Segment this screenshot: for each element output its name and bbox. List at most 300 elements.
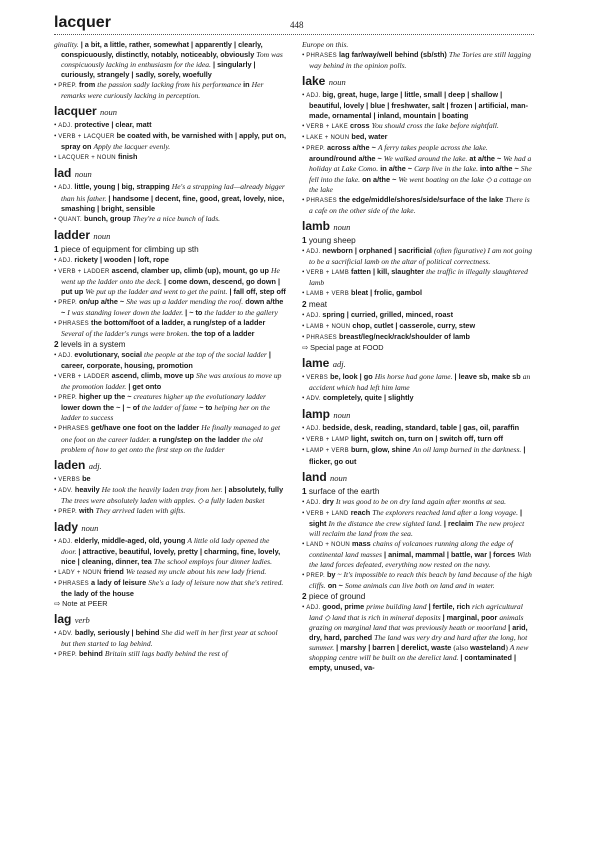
part-of-speech: verb xyxy=(74,615,90,626)
example: We walked around the lake. xyxy=(383,154,468,164)
headword-lacquer xyxy=(54,104,286,120)
bullet: • xyxy=(302,394,307,403)
sense-number: 2 xyxy=(54,340,59,350)
entry-paragraph xyxy=(54,131,286,152)
sense-number: 1 xyxy=(54,244,59,254)
collocation: down a/the ~ xyxy=(61,296,284,317)
bullet: • xyxy=(302,133,307,142)
bullet: • xyxy=(302,51,307,60)
collocation: get/have one foot on the ladder xyxy=(88,423,202,433)
entry-paragraph xyxy=(54,255,286,266)
grammar-label: LAKE + NOUN xyxy=(306,135,350,142)
bullet: • xyxy=(54,629,59,638)
headword-land xyxy=(302,470,534,486)
sense-number: 1 xyxy=(302,235,307,245)
entry-paragraph xyxy=(302,445,534,466)
entry-paragraph xyxy=(54,297,286,318)
example: We had a holiday at Lake Como. xyxy=(309,154,532,174)
sense-text: surface of the earth xyxy=(306,486,380,496)
collocation: spring | curried, grilled, minced, roast xyxy=(320,310,454,320)
grammar-label: VERB + LAMP xyxy=(306,437,350,444)
collocation: completely, quite | slightly xyxy=(320,393,414,403)
example: It's impossible to reach this beach by land because of the high cliffs. xyxy=(309,569,532,590)
bullet: • xyxy=(302,446,307,455)
collocation: | arid, dry, hard, parched xyxy=(309,623,528,643)
collocation: bleat | frolic, gambol xyxy=(349,287,423,297)
grammar-label: PREP. xyxy=(58,508,77,515)
bullet: • xyxy=(54,536,59,545)
example: The land was very dry and hard after the long, hot summer. xyxy=(309,633,528,653)
cross-reference: ⇨ Note at PEER xyxy=(54,599,108,609)
headword-ladder xyxy=(54,228,286,244)
part-of-speech: noun xyxy=(100,107,118,118)
collocation: badly, seriously | behind xyxy=(72,628,162,638)
bullet: • xyxy=(54,567,59,576)
entry-paragraph xyxy=(302,50,534,71)
bullet: • xyxy=(54,297,59,306)
collocation: the edge/middle/shores/side/surface of the lake xyxy=(336,194,506,204)
part-of-speech: adj. xyxy=(88,460,102,471)
example: He's a strapping lad—already bigger than his father. xyxy=(61,182,285,203)
headword-text: lake xyxy=(302,74,326,89)
collocation: | singularly | curiously, strangely | sadly, sorely, woefully xyxy=(61,60,256,80)
sense-text: piece of ground xyxy=(306,592,366,602)
collocation: on/up a/the ~ xyxy=(76,296,127,306)
example: He took the heavily laden tray from her. xyxy=(101,484,223,494)
example: We went boating on the lake ◇ a cottage on the lake xyxy=(309,174,532,194)
entry-paragraph xyxy=(54,649,286,660)
example: the people at the top of the social ladder xyxy=(144,350,267,360)
bullet: • xyxy=(302,539,307,548)
grammar-label: ADJ. xyxy=(58,257,73,264)
bullet: • xyxy=(302,195,307,204)
collocation: behind xyxy=(76,649,105,659)
collocation: evolutionary, social xyxy=(72,350,145,360)
bullet: • xyxy=(302,435,307,444)
collocation: friend xyxy=(101,566,126,576)
headword-text: lag xyxy=(54,612,72,627)
collocation: in xyxy=(243,80,252,90)
collocation: dry xyxy=(320,496,336,506)
example: The Tories are still lagging way behind in the opinion polls. xyxy=(309,50,532,71)
bullet: • xyxy=(302,122,307,131)
grammar-label: PHRASES xyxy=(58,426,89,433)
collocation: mass xyxy=(350,538,373,548)
collocation: | absolutely, fully xyxy=(222,484,284,494)
entry-paragraph xyxy=(54,506,286,517)
example: an accident which had left him lame xyxy=(309,372,531,393)
entry-paragraph xyxy=(302,332,534,343)
entry-paragraph xyxy=(302,508,534,539)
entry-paragraph xyxy=(54,214,286,225)
headword-text: laden xyxy=(54,457,86,472)
part-of-speech: noun xyxy=(333,221,351,232)
collocation: | sight xyxy=(309,507,523,528)
bullet: • xyxy=(54,424,59,433)
example: helping her on the ladder to success xyxy=(61,403,270,423)
grammar-label: VERB + LAND xyxy=(306,510,349,517)
collocation: reach xyxy=(348,507,373,517)
example: chains of volcanoes running along the edge of continental land masses xyxy=(309,538,513,559)
grammar-label: ADJ. xyxy=(58,185,73,192)
sense-text: meat xyxy=(306,299,328,309)
entry-paragraph xyxy=(54,578,286,599)
sense-heading xyxy=(54,340,286,350)
collocation: on a/the ~ xyxy=(360,174,399,184)
headword-lamb xyxy=(302,219,534,235)
collocation: bedside, desk, reading, standard, table | gas, oil, paraffin xyxy=(320,423,520,433)
example: We teased my uncle about his new lady friend. xyxy=(125,566,267,576)
bullet: • xyxy=(302,508,307,517)
collocation: across a/the ~ xyxy=(324,143,378,153)
grammar-label: PHRASES xyxy=(306,53,337,60)
example: In the distance the crew sighted land. xyxy=(328,518,442,528)
collocation: wasteland xyxy=(470,643,506,653)
example: I was standing lower down the ladder. xyxy=(67,307,184,317)
headword-lad xyxy=(54,166,286,182)
example: A new shopping centre will be built on the derelict land. xyxy=(309,643,529,663)
collocation: breast/leg/neck/rack/shoulder of lamb xyxy=(336,332,470,342)
collocation: light, switch on, turn on | switch off, turn off xyxy=(349,434,504,444)
collocation: in a/the ~ xyxy=(378,164,415,174)
collocation: | career, corporate, housing, promotion xyxy=(61,350,271,371)
example: prime building land xyxy=(366,602,427,612)
bullet: • xyxy=(54,393,59,402)
example: She was anxious to move up the promotion ladder. xyxy=(61,371,282,392)
bullet: • xyxy=(302,144,307,153)
collocation: ascend, clamber up, climb (up), mount, go up xyxy=(109,265,271,275)
collocation: heavily xyxy=(72,484,102,494)
part-of-speech: noun xyxy=(328,77,346,88)
entry-paragraph xyxy=(54,40,286,80)
part-of-speech: noun xyxy=(74,169,92,180)
grammar-label: VERBS xyxy=(306,375,329,382)
entry-paragraph xyxy=(302,570,534,591)
collocation: a rung/step on the ladder xyxy=(150,434,242,444)
sense-text: piece of equipment for climbing up sth xyxy=(58,244,199,254)
sense-heading xyxy=(302,300,534,310)
headword-text: lad xyxy=(54,166,72,181)
bullet: • xyxy=(54,351,59,360)
entry-paragraph xyxy=(302,40,534,50)
entry-paragraph xyxy=(302,132,534,143)
collocation: be coated with, be varnished with | apply, put on, spray on xyxy=(61,131,286,152)
entry-paragraph xyxy=(302,602,534,673)
grammar-label: PHRASES xyxy=(306,197,337,204)
collocation: newborn | orphaned | sacrificial xyxy=(320,245,434,255)
example: (often figurative) I am not going to be a sacrificial lamb on the altar of political correctness. xyxy=(309,245,533,266)
sense-text: levels in a system xyxy=(58,340,126,350)
example: the ladder to the gallery xyxy=(204,307,278,317)
bullet: • xyxy=(54,255,59,264)
headword-lady xyxy=(54,520,286,536)
example: rich agricultural land ◇ land that is rich in mineral deposits xyxy=(309,602,523,623)
collocation: elderly, middle-aged, old, young xyxy=(72,535,188,545)
bullet: • xyxy=(302,373,307,382)
collocation: rickety | wooden | loft, rope xyxy=(72,254,169,264)
entry-paragraph xyxy=(54,423,286,454)
example: The school employs four dinner ladies. xyxy=(153,556,272,566)
example: the traffic in illegally slaughtered lamb xyxy=(309,266,528,287)
part-of-speech: noun xyxy=(333,410,351,421)
grammar-label: ADJ. xyxy=(306,93,321,100)
entry-paragraph xyxy=(302,423,534,434)
grammar-label: PREP. xyxy=(58,299,77,306)
example: The new project will reclaim the land from the sea. xyxy=(309,518,525,538)
example: The trees were absolutely laden with apples. ◇ a fully laden basket xyxy=(61,495,265,505)
bullet: • xyxy=(302,424,307,433)
collocation: fatten | kill, slaughter xyxy=(349,266,427,276)
collocation: cross xyxy=(348,121,372,131)
grammar-label: PHRASES xyxy=(306,335,337,342)
entry-paragraph xyxy=(54,567,286,578)
collocation: higher up the ~ xyxy=(76,392,134,402)
bullet: • xyxy=(54,121,59,130)
collocation: around/round a/the ~ xyxy=(309,154,384,164)
example: He went up the ladder onto the deck. xyxy=(61,265,280,286)
entry-paragraph xyxy=(54,536,286,567)
entry-paragraph xyxy=(302,393,534,404)
entry-paragraph xyxy=(54,392,286,423)
bullet: • xyxy=(54,266,59,275)
grammar-label: LAMB + VERB xyxy=(306,290,350,297)
grammar-label: ADV. xyxy=(306,396,321,403)
bullet: • xyxy=(302,570,307,579)
collocation: the bottom/foot of a ladder, a rung/step of a ladder xyxy=(88,317,266,327)
example: They're a nice bunch of lads. xyxy=(132,213,221,223)
example: We put up the ladder and went to get the paint. xyxy=(85,286,228,296)
collocation: ascend, climb, move up xyxy=(109,371,196,381)
example: There is a cafe on the other side of the lake. xyxy=(309,194,530,215)
entry-paragraph xyxy=(302,143,534,194)
example: Europe on this. xyxy=(302,40,349,49)
right-column xyxy=(302,40,534,840)
headword-text: ladder xyxy=(54,227,91,242)
page-number: 448 xyxy=(290,20,304,30)
entry-paragraph xyxy=(54,599,286,609)
entry-paragraph xyxy=(302,90,534,121)
headword-lake xyxy=(302,74,534,90)
grammar-label: ADJ. xyxy=(306,499,321,506)
part-of-speech: adj. xyxy=(332,359,346,370)
example: He finally managed to get one foot on the career ladder. xyxy=(61,423,281,444)
bullet: • xyxy=(54,153,59,162)
example: Her remarks were curiously lacking in perception. xyxy=(61,80,264,101)
collocation: bunch, group xyxy=(82,213,133,223)
bullet: • xyxy=(302,603,307,612)
collocation: bed, water xyxy=(349,132,388,142)
collocation: from xyxy=(76,80,98,90)
collocation: | ~ to xyxy=(183,307,205,317)
sense-heading xyxy=(302,487,534,497)
part-of-speech: noun xyxy=(330,472,348,483)
part-of-speech: noun xyxy=(81,522,99,533)
collocation: finish xyxy=(115,152,138,162)
example: Tom was conspicuously lacking in enthusiasm for the idea. xyxy=(61,50,283,70)
entry-paragraph xyxy=(302,195,534,216)
example: Several of the ladder's rungs were broken. xyxy=(61,329,190,339)
grammar-label: QUANT. xyxy=(58,216,83,223)
entry-paragraph xyxy=(54,474,286,485)
grammar-label: ADJ. xyxy=(58,123,73,130)
entry-paragraph xyxy=(54,266,286,297)
collocation: burn, glow, shine xyxy=(348,445,413,455)
example: She's a lady of leisure now that she's retired. xyxy=(148,577,284,587)
collocation: | a bit, a little, rather, somewhat | apparently | clearly, conspicuously, distinctly, notably, noticeably, obviously xyxy=(61,40,263,60)
grammar-label: PHRASES xyxy=(58,580,89,587)
collocation: with xyxy=(76,505,96,515)
example: An oil lamp burned in the darkness. xyxy=(412,445,522,455)
grammar-label: ADJ. xyxy=(306,313,321,320)
entry-paragraph xyxy=(302,121,534,132)
entry-paragraph xyxy=(54,628,286,649)
collocation: | handsome | decent, fine, good, great, lovely, nice, smashing | bright, sensible xyxy=(61,193,285,213)
grammar-label: LACQUER + NOUN xyxy=(58,155,116,162)
entry-paragraph xyxy=(302,310,534,321)
grammar-label: VERB + LAKE xyxy=(306,124,349,131)
entry-paragraph xyxy=(302,288,534,299)
headword-text: land xyxy=(302,469,327,484)
example: A little old lady opened the door. xyxy=(61,535,270,556)
example: Britain still lags badly behind the rest of xyxy=(104,649,228,659)
entry-paragraph xyxy=(302,434,534,445)
grammar-label: ADV. xyxy=(58,487,73,494)
entry-paragraph xyxy=(302,372,534,393)
plain-text: ~ xyxy=(337,569,344,579)
sense-number: 2 xyxy=(302,592,307,602)
collocation: | fall off, step off xyxy=(227,286,286,296)
sense-number: 2 xyxy=(302,299,307,309)
collocation: | come down, descend, go down | put up xyxy=(61,276,281,296)
example: Some animals can live both on land and in water. xyxy=(344,580,495,590)
entry-paragraph xyxy=(54,182,286,213)
bullet: • xyxy=(302,267,307,276)
entry-paragraph xyxy=(54,371,286,392)
part-of-speech: noun xyxy=(93,230,111,241)
grammar-label: ADJ. xyxy=(306,426,321,433)
example: the passion sadly lacking from his performance xyxy=(97,80,242,90)
entry-paragraph xyxy=(54,485,286,506)
collocation: good, prime xyxy=(320,602,367,612)
grammar-label: VERB + LADDER xyxy=(58,374,110,381)
headword-text: lady xyxy=(54,519,79,534)
headword-text: lamb xyxy=(302,218,331,233)
collocation: ~ to xyxy=(197,403,215,413)
sense-heading xyxy=(54,245,286,255)
grammar-label: LAMP + VERB xyxy=(306,448,349,455)
bullet: • xyxy=(302,246,307,255)
example: They arrived laden with gifts. xyxy=(95,505,186,515)
bullet: • xyxy=(54,132,59,141)
collocation: | contaminated | empty, unused, va- xyxy=(309,653,516,673)
bullet: • xyxy=(54,183,59,192)
sense-heading xyxy=(302,236,534,246)
entry-paragraph xyxy=(302,343,534,353)
example: She fell into the lake. xyxy=(309,164,532,184)
example: Carp live in the lake. xyxy=(414,164,478,174)
collocation: lag far/way/well behind (sb/sth) xyxy=(336,50,449,60)
example: The explorers reached land after a long voyage. xyxy=(372,507,519,517)
headword-lamp xyxy=(302,407,534,423)
collocation: by xyxy=(324,569,338,579)
bullet: • xyxy=(54,372,59,381)
example: You should cross the lake before nightfall. xyxy=(371,121,499,131)
bullet: • xyxy=(302,91,307,100)
collocation: the lady of the house xyxy=(61,589,134,599)
collocation: | get onto xyxy=(126,382,162,392)
bullet: • xyxy=(54,214,59,223)
left-column xyxy=(54,40,286,840)
example: His horse had gone lame. xyxy=(374,372,453,382)
collocation: | attractive, beautiful, lovely, pretty | charming, fine, lovely, nice | cleaning, dinner, tea xyxy=(61,546,281,566)
bullet: • xyxy=(302,497,307,506)
example: the ladder of fame xyxy=(141,403,198,413)
collocation: on ~ xyxy=(325,580,345,590)
headword-text: lacquer xyxy=(54,104,97,119)
entry-paragraph xyxy=(54,120,286,131)
plain-text: (also xyxy=(453,643,471,653)
grammar-label: ADJ. xyxy=(306,248,321,255)
example: ginality. xyxy=(54,40,79,49)
headword-lag xyxy=(54,612,286,628)
entry-paragraph xyxy=(54,152,286,163)
example: the old problem of how to get onto the first step on the ladder xyxy=(61,434,263,454)
grammar-label: ADJ. xyxy=(58,538,73,545)
grammar-label: ADJ. xyxy=(306,605,321,612)
bullet: • xyxy=(54,485,59,494)
bullet: • xyxy=(302,322,307,331)
sense-number: 1 xyxy=(302,486,307,496)
entry-paragraph xyxy=(54,318,286,339)
collocation: lower down the ~ | ~ of xyxy=(61,403,142,413)
grammar-label: PREP. xyxy=(58,395,77,402)
bullet: • xyxy=(302,288,307,297)
grammar-label: LADY + NOUN xyxy=(58,569,102,576)
collocation: be xyxy=(80,473,91,483)
collocation: big, great, huge, large | little, small | deep | shallow | beautiful, lovely | blue | freshwater, salt | frozen | artificial, man-made, ornamental | inland, mountain | boating xyxy=(309,90,529,121)
entry-paragraph xyxy=(302,539,534,570)
grammar-label: PREP. xyxy=(306,146,325,153)
collocation: | marginal, poor xyxy=(440,613,500,623)
bullet: • xyxy=(54,81,59,90)
grammar-label: PREP. xyxy=(58,652,77,659)
collocation: chop, cutlet | casserole, curry, stew xyxy=(350,321,476,331)
collocation: | leave sb, make sb xyxy=(452,372,523,382)
example: It was good to be on dry land again after months at sea. xyxy=(335,496,507,506)
grammar-label: VERB + LADDER xyxy=(58,268,110,275)
example: animals grazing on marginal land that was previously heath or moorland xyxy=(309,613,524,633)
bullet: • xyxy=(302,333,307,342)
collocation: at a/the ~ xyxy=(467,154,504,164)
example: creatures higher up the evolutionary ladder xyxy=(133,392,267,402)
collocation: the top of a ladder xyxy=(189,329,255,339)
cross-reference: ⇨ Special page at FOOD xyxy=(302,343,384,353)
headword-text: lamp xyxy=(302,407,331,422)
sense-heading xyxy=(302,592,534,602)
bullet: • xyxy=(54,506,59,515)
entry-paragraph xyxy=(54,350,286,371)
bullet: • xyxy=(54,474,59,483)
grammar-label: ADJ. xyxy=(58,353,73,360)
collocation: | flicker, go out xyxy=(309,445,526,466)
grammar-label: VERB + LAMB xyxy=(306,269,350,276)
collocation: into a/the ~ xyxy=(477,164,521,174)
grammar-label: VERBS xyxy=(58,476,81,483)
grammar-label: LAND + NOUN xyxy=(306,541,351,548)
grammar-label: VERB + LACQUER xyxy=(58,134,115,141)
bullet: • xyxy=(302,311,307,320)
entry-paragraph xyxy=(302,321,534,332)
